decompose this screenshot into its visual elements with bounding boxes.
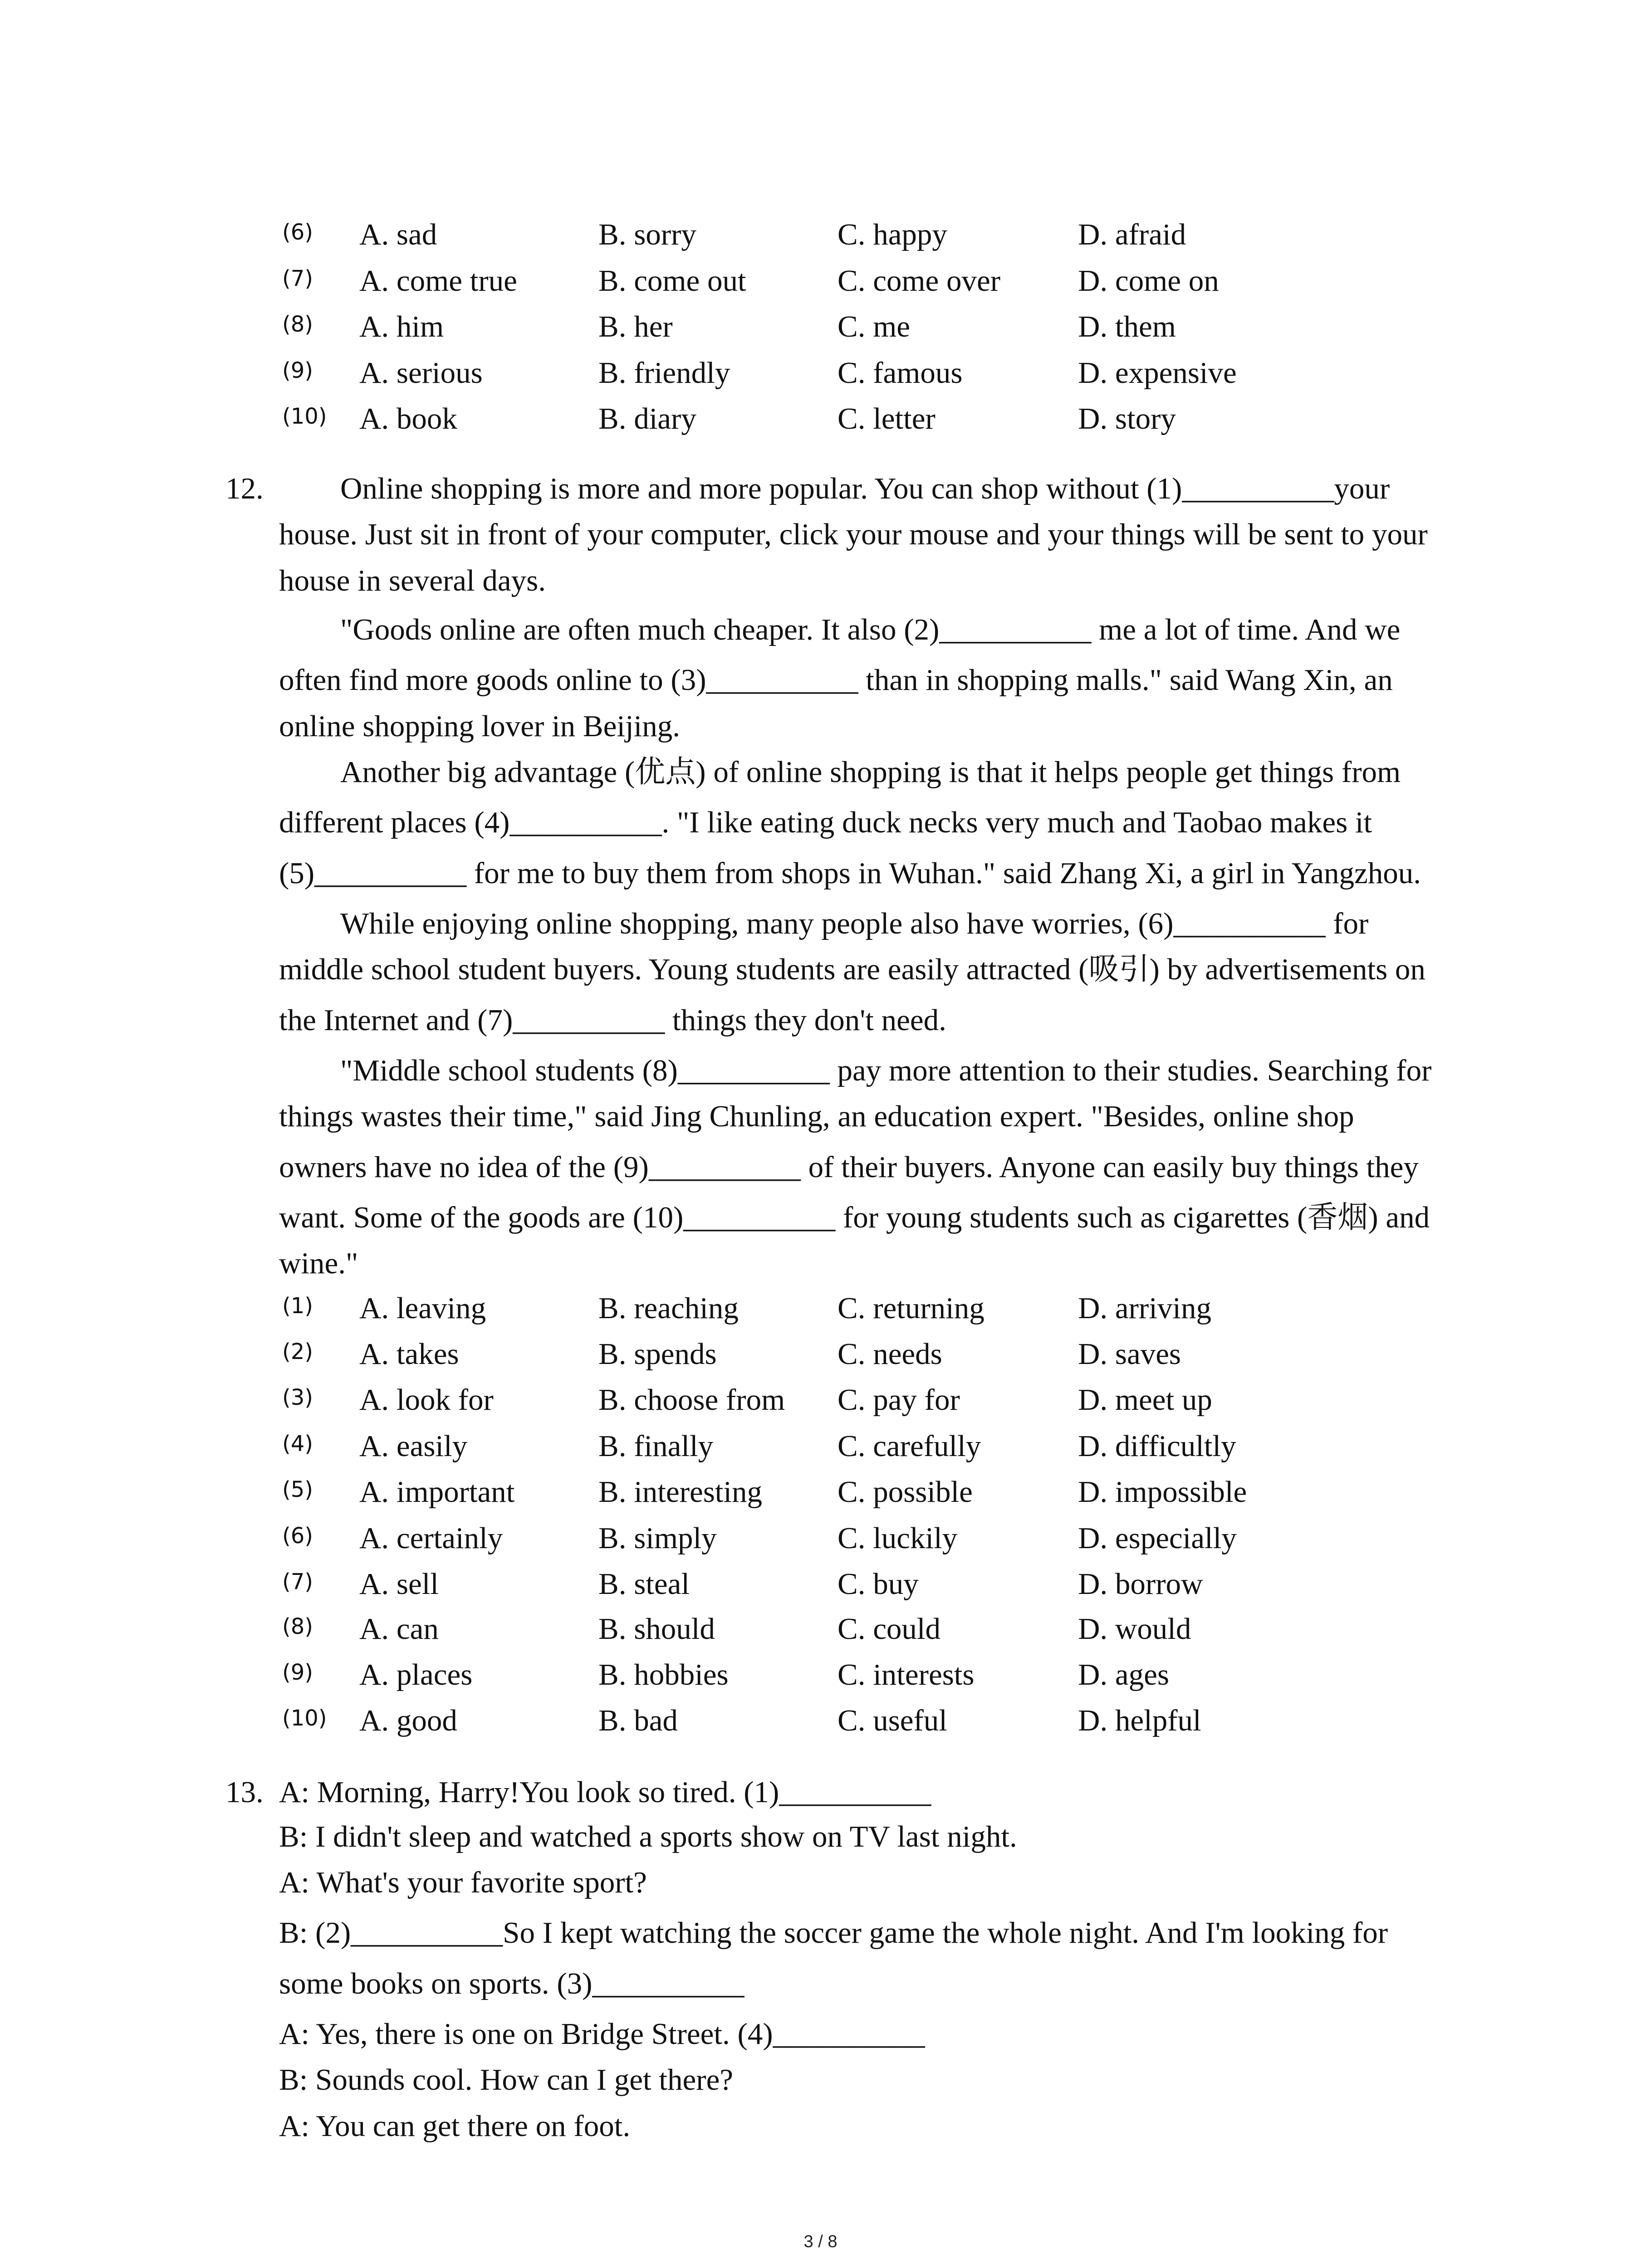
option-number: (7) bbox=[282, 266, 313, 291]
option-b: B. hobbies bbox=[598, 1658, 729, 1691]
passage-line: house in several days. bbox=[279, 564, 546, 597]
passage-line: Another big advantage (优点) of online shopping is that it helps people get things from bbox=[340, 755, 1401, 789]
option-c: C. me bbox=[838, 310, 911, 343]
option-d: D. saves bbox=[1078, 1337, 1181, 1371]
option-row bbox=[0, 263, 1641, 299]
option-b: B. choose from bbox=[598, 1383, 785, 1417]
option-d: D. helpful bbox=[1078, 1704, 1201, 1737]
option-d: D. come on bbox=[1078, 264, 1219, 298]
dialogue-line: B: (2)__________So I kept watching the soccer game the whole night. And I'm looking for bbox=[279, 1916, 1388, 1950]
passage-line: "Middle school students (8)__________ pay more attention to their studies. Searching for bbox=[340, 1054, 1432, 1087]
option-d: D. difficultly bbox=[1078, 1429, 1236, 1463]
option-row bbox=[0, 1566, 1641, 1602]
option-number: (4) bbox=[282, 1431, 313, 1457]
passage-line: often find more goods online to (3)__________ than in shopping malls." said Wang Xin, an bbox=[279, 663, 1393, 697]
passage-line: middle school student buyers. Young students are easily attracted (吸引) by advertisements on bbox=[279, 953, 1425, 986]
option-c: C. could bbox=[838, 1612, 941, 1646]
option-b: B. simply bbox=[598, 1521, 717, 1555]
option-number: (10) bbox=[282, 404, 327, 429]
option-b: B. interesting bbox=[598, 1475, 763, 1509]
option-b: B. bad bbox=[598, 1704, 678, 1737]
option-a: A. sad bbox=[359, 218, 437, 251]
option-a: A. places bbox=[359, 1658, 473, 1691]
option-a: A. leaving bbox=[359, 1291, 486, 1325]
option-b: B. diary bbox=[598, 402, 696, 435]
option-d: D. story bbox=[1078, 402, 1176, 435]
option-b: B. sorry bbox=[598, 218, 696, 251]
option-a: A. him bbox=[359, 310, 444, 343]
passage-line: want. Some of the goods are (10)__________ for young students such as cigarettes (香烟) and bbox=[279, 1201, 1430, 1234]
option-c: C. interests bbox=[838, 1658, 975, 1691]
passage-line: owners have no idea of the (9)__________ of their buyers. Anyone can easily buy things they bbox=[279, 1150, 1419, 1184]
option-number: (5) bbox=[282, 1477, 313, 1502]
option-number: (8) bbox=[282, 312, 313, 337]
option-c: C. letter bbox=[838, 402, 936, 435]
option-row bbox=[0, 1702, 1641, 1739]
option-a: A. takes bbox=[359, 1337, 459, 1371]
option-c: C. needs bbox=[838, 1337, 942, 1371]
question-number: 13. bbox=[225, 1775, 264, 1809]
option-a: A. can bbox=[359, 1612, 439, 1646]
option-b: B. steal bbox=[598, 1567, 690, 1601]
option-c: C. happy bbox=[838, 218, 947, 251]
option-row bbox=[0, 1382, 1641, 1418]
option-d: D. especially bbox=[1078, 1521, 1237, 1555]
option-d: D. them bbox=[1078, 310, 1176, 343]
option-row bbox=[0, 1290, 1641, 1326]
option-d: D. ages bbox=[1078, 1658, 1169, 1691]
passage-line: things wastes their time," said Jing Chunling, an education expert. "Besides, online shop bbox=[279, 1100, 1354, 1133]
option-d: D. would bbox=[1078, 1612, 1191, 1646]
passage-line: house. Just sit in front of your computer, click your mouse and your things will be sent to your bbox=[279, 518, 1428, 551]
option-c: C. useful bbox=[838, 1704, 947, 1737]
option-a: A. sell bbox=[359, 1567, 439, 1601]
option-b: B. friendly bbox=[598, 356, 730, 390]
option-row bbox=[0, 1611, 1641, 1647]
option-number: (1) bbox=[282, 1293, 313, 1319]
option-d: D. impossible bbox=[1078, 1475, 1247, 1509]
option-a: A. easily bbox=[359, 1429, 468, 1463]
option-a: A. look for bbox=[359, 1383, 494, 1417]
option-c: C. returning bbox=[838, 1291, 985, 1325]
option-d: D. afraid bbox=[1078, 218, 1186, 251]
option-c: C. luckily bbox=[838, 1521, 958, 1555]
option-b: B. reaching bbox=[598, 1291, 739, 1325]
option-c: C. buy bbox=[838, 1567, 919, 1601]
option-a: A. certainly bbox=[359, 1521, 503, 1555]
option-row bbox=[0, 1428, 1641, 1464]
option-b: B. should bbox=[598, 1612, 715, 1646]
option-c: C. come over bbox=[838, 264, 1001, 298]
passage-line: While enjoying online shopping, many people also have worries, (6)__________ for bbox=[340, 907, 1369, 940]
option-a: A. come true bbox=[359, 264, 517, 298]
option-number: (3) bbox=[282, 1385, 313, 1410]
option-b: B. spends bbox=[598, 1337, 717, 1371]
option-number: (8) bbox=[282, 1614, 313, 1639]
dialogue-line: B: I didn't sleep and watched a sports show on TV last night. bbox=[279, 1820, 1017, 1853]
option-row bbox=[0, 355, 1641, 391]
dialogue-line: some books on sports. (3)__________ bbox=[279, 1967, 745, 2000]
option-d: D. borrow bbox=[1078, 1567, 1203, 1601]
option-row bbox=[0, 1657, 1641, 1693]
option-d: D. expensive bbox=[1078, 356, 1237, 390]
option-b: B. come out bbox=[598, 264, 746, 298]
option-row bbox=[0, 308, 1641, 345]
option-number: (6) bbox=[282, 220, 313, 245]
option-row bbox=[0, 1336, 1641, 1372]
option-number: (10) bbox=[282, 1706, 327, 1731]
option-row bbox=[0, 1474, 1641, 1510]
option-b: B. her bbox=[598, 310, 673, 343]
option-number: (9) bbox=[282, 1660, 313, 1685]
question-number: 12. bbox=[225, 472, 264, 505]
option-d: D. arriving bbox=[1078, 1291, 1211, 1325]
passage-line: "Goods online are often much cheaper. It also (2)__________ me a lot of time. And we bbox=[340, 613, 1401, 646]
option-c: C. possible bbox=[838, 1475, 973, 1509]
option-a: A. serious bbox=[359, 356, 483, 390]
option-c: C. carefully bbox=[838, 1429, 981, 1463]
option-a: A. good bbox=[359, 1704, 457, 1737]
passage-line: the Internet and (7)__________ things they don't need. bbox=[279, 1003, 946, 1037]
option-number: (2) bbox=[282, 1339, 313, 1364]
option-a: A. book bbox=[359, 402, 457, 435]
dialogue-line: A: Morning, Harry!You look so tired. (1)__________ bbox=[279, 1775, 931, 1809]
passage-line: Online shopping is more and more popular. You can shop without (1)__________your bbox=[340, 472, 1390, 505]
option-b: B. finally bbox=[598, 1429, 714, 1463]
option-row bbox=[0, 401, 1641, 437]
dialogue-line: B: Sounds cool. How can I get there? bbox=[279, 2063, 734, 2097]
option-number: (6) bbox=[282, 1523, 313, 1549]
option-row bbox=[0, 1520, 1641, 1556]
option-c: C. famous bbox=[838, 356, 963, 390]
option-number: (7) bbox=[282, 1569, 313, 1594]
option-c: C. pay for bbox=[838, 1383, 960, 1417]
dialogue-line: A: What's your favorite sport? bbox=[279, 1866, 647, 1899]
passage-line: online shopping lover in Beijing. bbox=[279, 709, 680, 743]
option-d: D. meet up bbox=[1078, 1383, 1212, 1417]
dialogue-line: A: You can get there on foot. bbox=[279, 2109, 631, 2143]
passage-line: wine." bbox=[279, 1246, 358, 1280]
option-number: (9) bbox=[282, 358, 313, 383]
option-row bbox=[0, 216, 1641, 253]
dialogue-line: A: Yes, there is one on Bridge Street. (4)__________ bbox=[279, 2017, 925, 2051]
passage-line: different places (4)__________. "I like eating duck necks very much and Taobao makes it bbox=[279, 806, 1372, 839]
option-a: A. important bbox=[359, 1475, 515, 1509]
page-number: 3 / 8 bbox=[803, 2232, 838, 2251]
passage-line: (5)__________ for me to buy them from shops in Wuhan." said Zhang Xi, a girl in Yangzhou. bbox=[279, 856, 1421, 890]
